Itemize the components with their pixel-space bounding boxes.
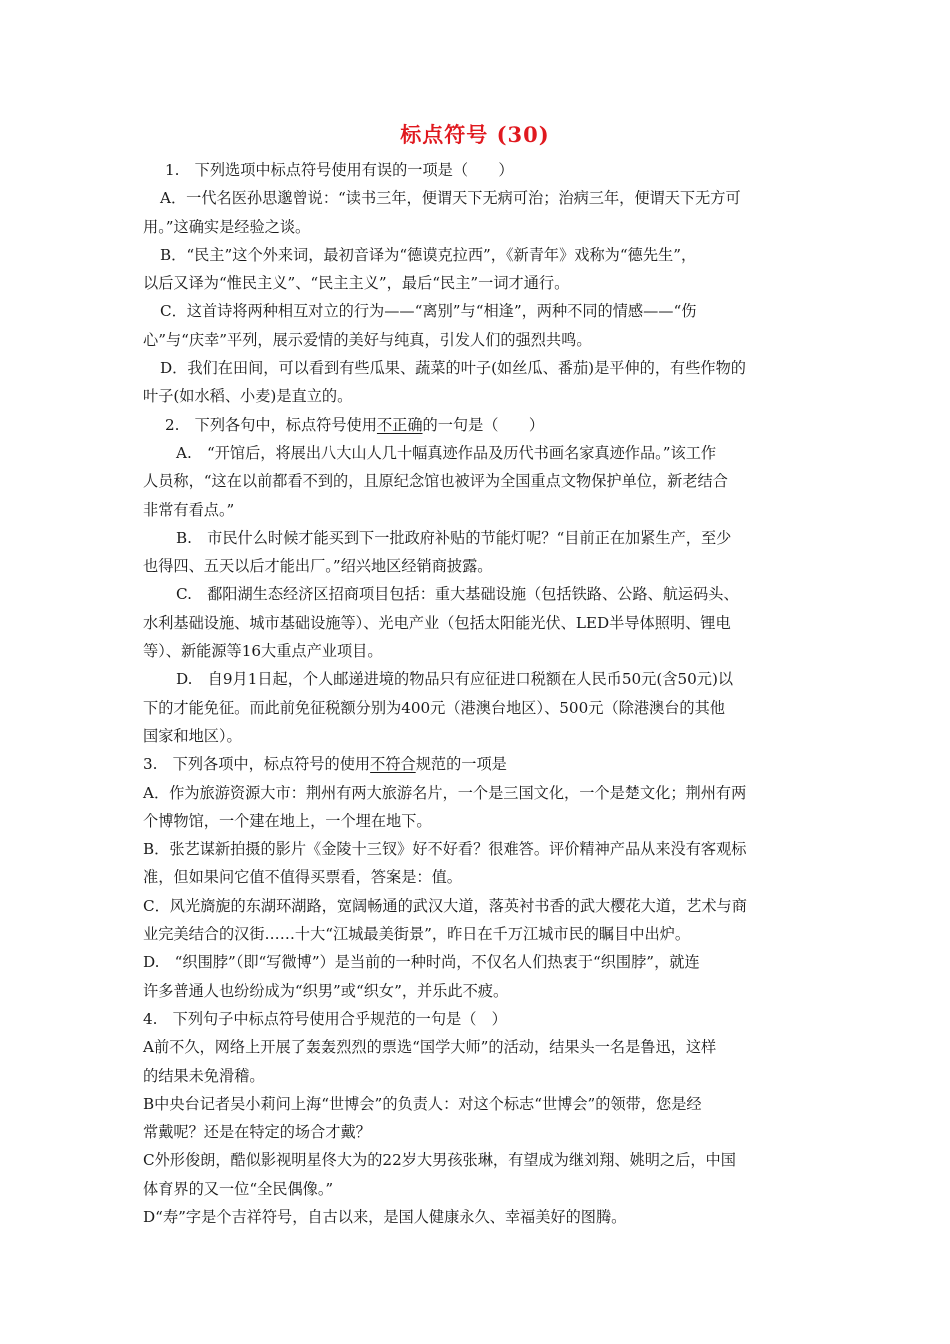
option-line: 下的才能免征。而此前免征税额分别为400元（港澳台地区）、500元（除港澳台的其他	[143, 698, 725, 717]
option-line: C．风光旖旎的东湖环湖路，宽阔畅通的武汉大道，落英衬书香的武大樱花大道，艺术与商	[143, 896, 747, 915]
question-3-option-b	[143, 835, 807, 892]
question-1-option-b	[143, 241, 807, 298]
option-line: 等）、新能源等16大重点产业项目。	[143, 642, 383, 661]
option-line: C. 鄱阳湖生态经济区招商项目包括：重大基础设施（包括铁路、公路、航运码头、	[176, 585, 739, 604]
question-1-option-c	[143, 297, 807, 354]
option-line: 叶子(如水稻、小麦)是直立的。	[143, 387, 353, 406]
option-line: 也得四、五天以后才能出厂。”绍兴地区经销商披露。	[143, 557, 493, 576]
question-2-option-a	[143, 439, 807, 524]
question-2	[143, 411, 807, 751]
option-line: D. 自9月1日起，个人邮递进境的物品只有应征进口税额在人民币50元(含50元)以	[176, 670, 734, 689]
question-2-stem	[143, 411, 807, 439]
question-1-option-a	[143, 184, 807, 241]
option-line: C．这首诗将两种相互对立的行为——“离别”与“相逢”，两种不同的情感——“伤	[160, 302, 697, 321]
option-line: 用。”这确实是经验之谈。	[143, 217, 311, 236]
question-1-stem: 1. 下列选项中标点符号使用有误的一项是（ ）	[165, 161, 514, 179]
option-line: 个博物馆，一个建在地上，一个埋在地下。	[143, 811, 432, 830]
option-line: 心”与“庆幸”平列，展示爱情的美好与纯真，引发人们的强烈共鸣。	[143, 330, 592, 349]
option-line: D“寿”字是个吉祥符号，自古以来，是国人健康永久、幸福美好的图腾。	[143, 1207, 627, 1226]
question-3	[143, 750, 807, 1005]
option-line: B. 市民什么时候才能买到下一批政府补贴的节能灯呢？“目前正在加紧生产，至少	[176, 528, 732, 547]
option-line: B中央台记者吴小莉问上海“世博会”的负责人：对这个标志“世博会”的领带，您是经	[143, 1094, 702, 1113]
question-1-option-d	[143, 354, 807, 411]
option-line: 的结果未免滑稽。	[143, 1066, 265, 1085]
option-line: A前不久，网络上开展了轰轰烈烈的票选“国学大师”的活动，结果头一名是鲁迅，这样	[143, 1038, 717, 1057]
option-line: A．一代名医孙思邈曾说：“读书三年，便谓天下无病可治；治病三年，便谓天下无方可	[160, 189, 741, 208]
question-1	[143, 156, 807, 411]
option-line: 非常有看点。”	[143, 500, 235, 519]
option-line: 体育界的又一位“全民偶像。”	[143, 1179, 334, 1198]
page-title: 标点符号 (30)	[400, 122, 550, 147]
question-3-option-d	[143, 948, 807, 1005]
question-4	[143, 1005, 807, 1231]
question-4-option-c	[143, 1146, 807, 1203]
option-line: 常戴呢？还是在特定的场合才戴？	[143, 1123, 371, 1142]
option-line: B．“民主”这个外来词，最初音译为“德谟克拉西”，《新青年》戏称为“德先生”，	[160, 245, 697, 264]
document-body	[143, 156, 807, 1231]
option-line: C外形俊朗，酷似影视明星佟大为的22岁大男孩张琳，有望成为继刘翔、姚明之后，中国	[143, 1151, 736, 1170]
stem-text: 3. 下列各项中，标点符号的使用	[143, 755, 371, 774]
question-4-stem: 4. 下列句子中标点符号使用合乎规范的一句是（ ）	[143, 1009, 507, 1028]
option-line: B．张艺谋新拍摄的影片《金陵十三钗》好不好看？很难答。评价精神产品从来没有客观标	[143, 840, 747, 859]
stem-text: 2. 下列各句中，标点符号使用	[165, 415, 377, 434]
option-line: 国家和地区）。	[143, 726, 242, 745]
option-line: D．我们在田间，可以看到有些瓜果、蔬菜的叶子(如丝瓜、番茄)是平伸的，有些作物的	[160, 359, 746, 378]
question-2-option-d	[143, 665, 807, 750]
stem-text: 的一句是（ ）	[422, 415, 544, 434]
question-3-stem	[143, 750, 807, 778]
option-line: D. “织围脖”（即“写微博”）是当前的一种时尚，不仅名人们热衷于“织围脖”，就连	[143, 953, 700, 972]
stem-text: 规范的一项是	[415, 755, 507, 774]
question-3-option-a	[143, 779, 807, 836]
option-line: 以后又译为“惟民主义”、“民主主义”，最后“民主”一词才通行。	[143, 274, 570, 293]
stem-underlined: 不正确	[376, 415, 423, 434]
option-line: 准，但如果问它值不值得买票看，答案是：值。	[143, 868, 462, 887]
option-line: A．作为旅游资源大市：荆州有两大旅游名片，一个是三国文化，一个是楚文化；荆州有两	[143, 783, 747, 802]
option-line: 业完美结合的汉街……十大“江城最美街景”，昨日在千万江城市民的瞩目中出炉。	[143, 925, 691, 944]
stem-underlined: 不符合	[370, 755, 416, 774]
question-4-option-b	[143, 1090, 807, 1147]
question-2-option-c	[143, 580, 807, 665]
option-line: 许多普通人也纷纷成为“织男”或“织女”，并乐此不疲。	[143, 981, 509, 1000]
option-line: A. “开馆后，将展出八大山人几十幅真迹作品及历代书画名家真迹作品。”该工作	[176, 443, 717, 462]
option-line: 水利基础设施、城市基础设施等）、光电产业（包括太阳能光伏、LED半导体照明、锂电	[143, 613, 731, 632]
question-2-option-b	[143, 524, 807, 581]
question-4-option-a	[143, 1033, 807, 1090]
question-4-option-d	[143, 1203, 807, 1231]
option-line: 人员称，“这在以前都看不到的，且原纪念馆也被评为全国重点文物保护单位，新老结合	[143, 472, 728, 491]
question-3-option-c	[143, 892, 807, 949]
